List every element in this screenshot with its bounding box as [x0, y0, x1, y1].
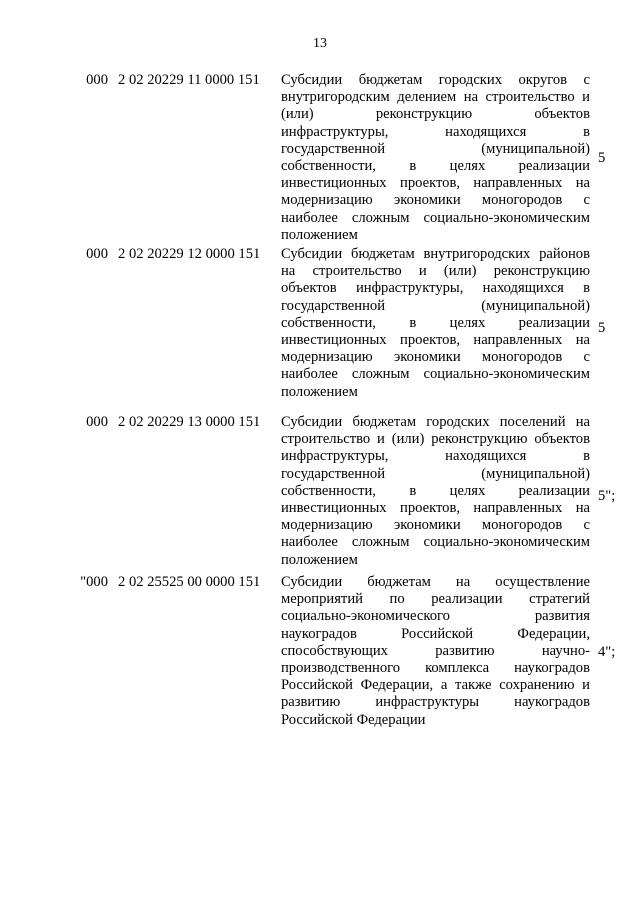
row-amount: 5";	[598, 488, 616, 504]
description-line: производственного комплекса наукоградов	[281, 660, 590, 677]
description-line: Российской Федерации, а также сохранению и	[281, 677, 590, 694]
table-row	[0, 414, 640, 574]
description-line: модернизацию экономики моногородов с	[281, 517, 590, 534]
row-description	[281, 414, 590, 569]
description-line: государственной (муниципальной)	[281, 465, 590, 482]
admin-code: 000	[86, 72, 108, 88]
description-line: внутригородским делением на строительство и	[281, 89, 590, 106]
row-description	[281, 574, 590, 729]
page-number: 13	[313, 36, 327, 51]
row-amount: 5	[598, 320, 606, 336]
description-line: развитию инфраструктуры наукоградов	[281, 694, 590, 711]
description-line: способствующих развитию научно-	[281, 642, 590, 659]
row-description	[281, 246, 590, 401]
description-line: мероприятий по реализации стратегий	[281, 591, 590, 608]
description-line: положением	[281, 226, 358, 243]
description-line: государственной (муниципальной)	[281, 297, 590, 314]
description-line: собственности, в целях реализации	[281, 482, 590, 499]
description-line: инвестиционных проектов, направленных на	[281, 175, 590, 192]
description-line: модернизацию экономики моногородов с	[281, 349, 590, 366]
description-line: наиболее сложным социально-экономическим	[281, 534, 590, 551]
description-line: (или) реконструкцию объектов	[281, 106, 590, 123]
description-line: наукоградов Российской Федерации,	[281, 625, 590, 642]
description-line: наиболее сложным социально-экономическим	[281, 209, 590, 226]
budget-classification-code: 2 02 20229 12 0000 151	[118, 246, 261, 262]
description-line: модернизацию экономики моногородов с	[281, 192, 590, 209]
description-line: Субсидии бюджетам внутригородских районов	[281, 246, 590, 262]
table-row	[0, 246, 640, 406]
budget-classification-code: 2 02 25525 00 0000 151	[118, 574, 261, 590]
description-line: государственной (муниципальной)	[281, 140, 590, 157]
description-line: наиболее сложным социально-экономическим	[281, 366, 590, 383]
description-line: положением	[281, 383, 358, 400]
description-line: Субсидии бюджетам на осуществление	[281, 574, 590, 590]
budget-classification-code: 2 02 20229 11 0000 151	[118, 72, 260, 88]
description-line: объектов инфраструктуры, находящихся в	[281, 280, 590, 297]
row-amount: 5	[598, 150, 606, 166]
description-line: строительство и (или) реконструкцию объектов	[281, 431, 590, 448]
table-row	[0, 72, 640, 244]
description-line: инвестиционных проектов, направленных на	[281, 500, 590, 517]
description-line: собственности, в целях реализации	[281, 158, 590, 175]
admin-code: 000	[86, 414, 108, 430]
description-line: инфраструктуры, находящихся в	[281, 448, 590, 465]
description-line: Субсидии бюджетам городских округов с	[281, 72, 590, 88]
description-line: на строительство и (или) реконструкцию	[281, 263, 590, 280]
admin-code: 000	[86, 246, 108, 262]
description-line: социально-экономического развития	[281, 608, 590, 625]
description-line: инвестиционных проектов, направленных на	[281, 332, 590, 349]
description-line: Российской Федерации	[281, 711, 426, 728]
table-row	[0, 574, 640, 734]
description-line: положением	[281, 551, 358, 568]
budget-classification-code: 2 02 20229 13 0000 151	[118, 414, 261, 430]
description-line: инфраструктуры, находящихся в	[281, 123, 590, 140]
description-line: собственности, в целях реализации	[281, 314, 590, 331]
description-line: Субсидии бюджетам городских поселений на	[281, 414, 590, 430]
row-amount: 4";	[598, 644, 616, 660]
admin-code: "000	[80, 574, 108, 590]
row-description	[281, 72, 590, 244]
